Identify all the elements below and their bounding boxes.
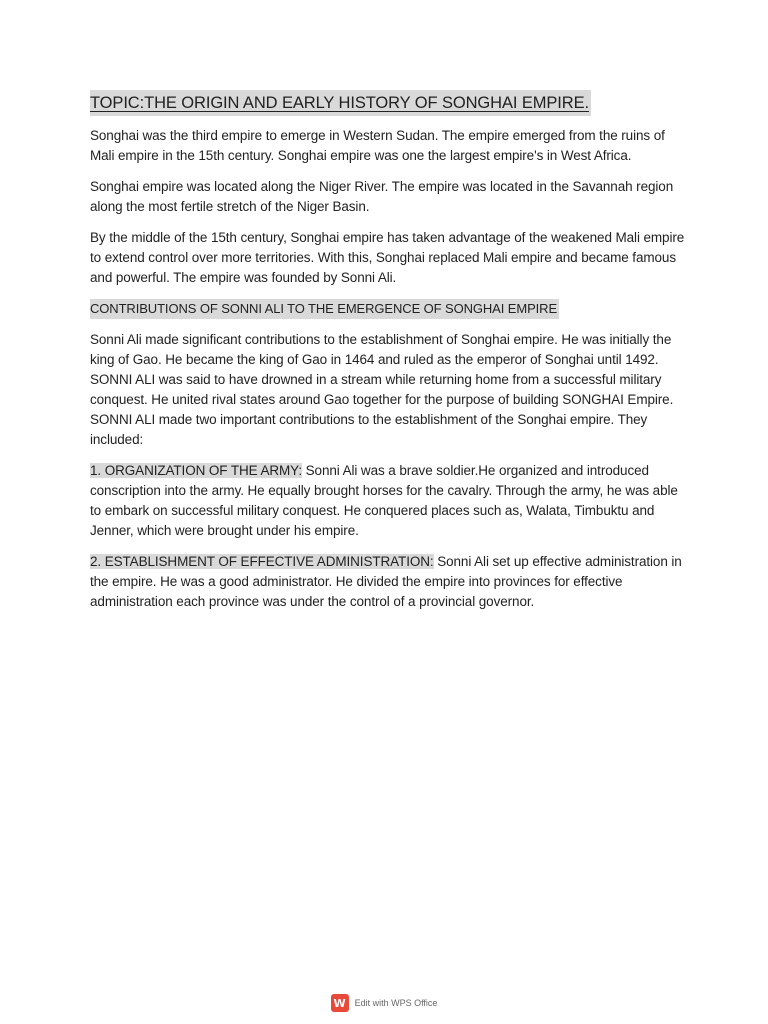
paragraph-sonni-ali: Sonni Ali made significant contributions to the establishment of Songhai empire. He was initially the king of Gao. He became the king of Gao in 1464 and ruled as the emperor of Songhai until 1492. SONNI ALI was said to have drowned in a stream while returning home from a successful military conquest. He united rival states around Gao together for the purpose of building SONGHAI Empire. SONNI ALI made two important contributions to the establishment of the Songhai empire. They included: bbox=[90, 332, 674, 447]
wps-footer[interactable] bbox=[0, 994, 768, 1012]
point-administration-label: 2. ESTABLISHMENT OF EFFECTIVE ADMINISTRATION: bbox=[90, 554, 434, 569]
point-army bbox=[90, 461, 690, 541]
document-title: TOPIC:THE ORIGIN AND EARLY HISTORY OF SONGHAI EMPIRE. bbox=[90, 90, 591, 116]
point-administration bbox=[90, 552, 690, 612]
paragraph-location: Songhai empire was located along the Niger River. The empire was located in the Savannah region along the most fertile stretch of the Niger Basin. bbox=[90, 179, 674, 214]
edit-with-wps-link[interactable]: Edit with WPS Office bbox=[354, 998, 438, 1008]
paragraph-intro: Songhai was the third empire to emerge in Western Sudan. The empire emerged from the ruins of Mali empire in the 15th century. Songhai empire was one the largest empire's in West Africa. bbox=[90, 128, 665, 163]
section-heading: CONTRIBUTIONS OF SONNI ALI TO THE EMERGENCE OF SONGHAI EMPIRE bbox=[90, 299, 559, 319]
point-army-label: 1. ORGANIZATION OF THE ARMY: bbox=[90, 463, 302, 478]
point-administration-text: Sonni Ali set up effective administration in the empire. He was a good administrator. He divided the empire into provinces for effective administration each province was under the control of a provincial governor. bbox=[90, 554, 682, 609]
point-army-text: Sonni Ali was a brave soldier.He organized and introduced conscription into the army. He equally brought horses for the cavalry. Through the army, he was able to embark on successful military conquest. He conquered places such as, Walata, Timbuktu and Jenner, which were brought under his empire. bbox=[90, 463, 678, 538]
wps-office-logo-icon: W bbox=[331, 994, 349, 1012]
paragraph-rise: By the middle of the 15th century, Songhai empire has taken advantage of the weakened Mali empire to extend control over more territories. With this, Songhai replaced Mali empire and became famous and powerful. The empire was founded by Sonni Ali. bbox=[90, 230, 685, 285]
document-page bbox=[90, 90, 690, 623]
